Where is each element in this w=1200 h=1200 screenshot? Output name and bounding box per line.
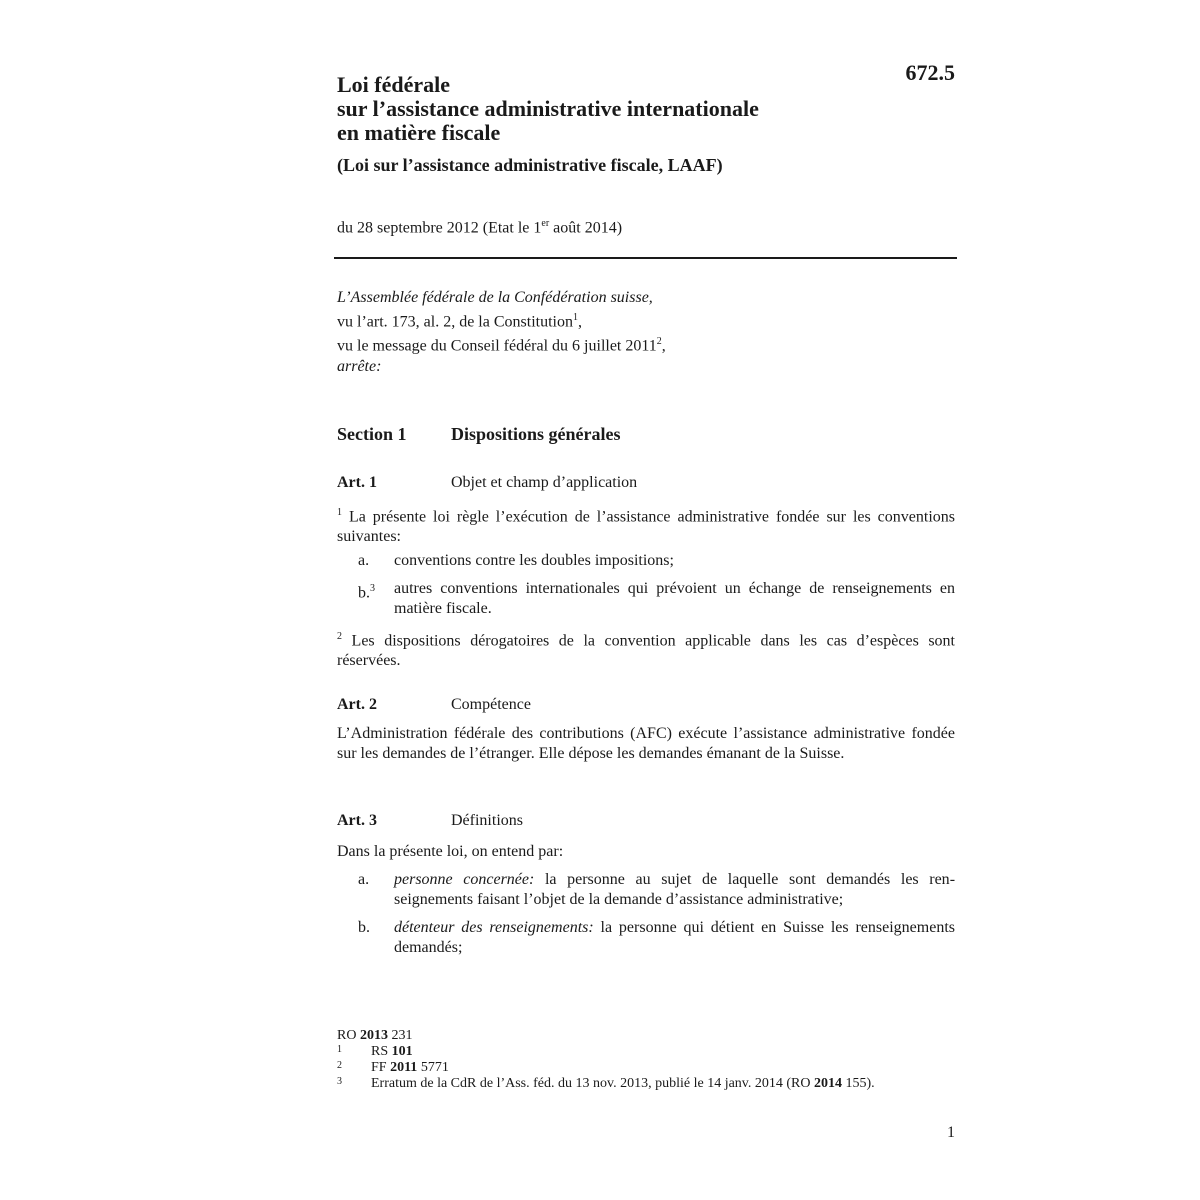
- art1-paragraph-2: [337, 627, 955, 671]
- article-heading-2: [337, 696, 531, 714]
- page-number: 1: [947, 1124, 955, 1141]
- footnote-mark: 2: [337, 1060, 342, 1071]
- preamble-authority: L’Assemblée fédérale de la Confédération suisse,: [337, 289, 653, 306]
- article-number: Art. 2: [337, 696, 377, 713]
- defined-term: personne concernée:: [394, 871, 535, 888]
- list-text: [394, 870, 955, 910]
- article-title: Objet et champ d’application: [451, 474, 638, 491]
- date-prefix: du 28 septembre 2012 (Etat le 1: [337, 219, 542, 237]
- list-marker: b.: [358, 919, 370, 936]
- ro-year: 2013: [359, 1028, 388, 1043]
- document-page: [337, 0, 957, 1200]
- ro-reference: [337, 1028, 957, 1044]
- fn-bold: 2011: [390, 1060, 418, 1075]
- section-label: Section 1: [337, 424, 407, 444]
- fn-post: 5771: [417, 1060, 449, 1075]
- title-line: Loi fédérale: [337, 72, 451, 97]
- list-text: conventions contre les doubles impositions;: [394, 552, 674, 569]
- article-heading-1: [337, 474, 637, 492]
- footnote-1: [337, 1044, 957, 1060]
- footnotes: [337, 1028, 957, 1092]
- fn-pre: RS: [371, 1044, 392, 1059]
- preamble-message-text: vu le message du Conseil fédéral du 6 juillet 2011: [337, 337, 657, 355]
- footnote-mark: 3: [337, 1076, 342, 1087]
- date-sup: er: [541, 218, 550, 229]
- list-text: [394, 918, 955, 958]
- footnote-text: [371, 1044, 413, 1060]
- defined-term: détenteur des renseignements:: [394, 919, 594, 936]
- article-number: Art. 1: [337, 474, 377, 491]
- definition-text: la personne qui détient en Suisse les renseignements demandés;: [394, 919, 956, 956]
- article-heading-3: [337, 812, 523, 830]
- paragraph-number: 2: [337, 631, 342, 642]
- punct: ,: [577, 313, 582, 331]
- section-heading: [337, 424, 621, 445]
- fn-post: 155).: [842, 1076, 875, 1091]
- rs-number: 672.5: [905, 60, 955, 85]
- section-title: Dispositions générales: [451, 424, 621, 444]
- footnote-ref[interactable]: 2: [656, 336, 662, 348]
- preamble-decree: arrête:: [337, 357, 382, 375]
- footnote-2: [337, 1060, 957, 1076]
- footnote-ref[interactable]: 3: [370, 583, 375, 594]
- punct: ,: [661, 337, 666, 355]
- ro-page: 231: [387, 1028, 413, 1043]
- definition-text: la personne au sujet de laquelle sont demandés les renseignements faisant l’objet de la demande d’assistance administrative;: [394, 871, 956, 908]
- law-short-title: (Loi sur l’assistance administrative fiscale, LAAF): [337, 155, 723, 175]
- footnote-text: [371, 1060, 449, 1076]
- fn-pre: Erratum de la CdR de l’Ass. féd. du 13 nov. 2013, publié le 14 janv. 2014 (RO: [371, 1076, 815, 1091]
- title-line: en matière fiscale: [337, 120, 501, 145]
- law-date: [337, 218, 622, 237]
- ro-prefix: RO: [337, 1028, 360, 1043]
- list-marker: [358, 579, 375, 603]
- paragraph-text: La présente loi règle l’exécution de l’assistance administrative fondée sur les conventions suivantes:: [337, 508, 956, 546]
- paragraph-text: Les dispositions dérogatoires de la convention applicable dans les cas d’espèces sont réservées.: [337, 632, 956, 670]
- art3-intro: Dans la présente loi, on entend par:: [337, 843, 564, 860]
- date-suffix: août 2014): [549, 219, 623, 237]
- art2-paragraph: L’Administration fédérale des contributions (AFC) exécute l’assistance administrative fondée sur les demandes de l’étranger. Elle dépose les demandes émanant de la Suisse.: [337, 725, 955, 762]
- article-number: Art. 3: [337, 812, 377, 829]
- preamble-message: [337, 332, 666, 356]
- preamble-basis-text: vu l’art. 173, al. 2, de la Constitution: [337, 313, 573, 331]
- law-title: [337, 73, 759, 145]
- article-title: Compétence: [451, 696, 531, 713]
- preamble: [337, 288, 666, 377]
- fn-pre: FF: [371, 1060, 391, 1075]
- footnote-3: [337, 1076, 957, 1092]
- paragraph-number: 1: [337, 507, 342, 518]
- title-line: sur l’assistance administrative internationale: [337, 96, 759, 121]
- list-marker-text: b.: [358, 584, 370, 602]
- footnote-text: [371, 1076, 875, 1092]
- preamble-basis: [337, 308, 666, 332]
- header-divider: [334, 257, 957, 259]
- article-title: Définitions: [451, 812, 523, 829]
- fn-bold: 101: [391, 1044, 413, 1059]
- list-marker: a.: [358, 871, 370, 888]
- footnote-mark: 1: [337, 1044, 342, 1055]
- list-text: autres conventions internationales qui prévoient un échange de renseignements en matière fiscale.: [394, 580, 955, 617]
- fn-bold: 2014: [814, 1076, 843, 1091]
- footnote-ref[interactable]: 1: [572, 312, 578, 323]
- list-marker: a.: [358, 552, 370, 569]
- art1-paragraph-1: [337, 503, 955, 547]
